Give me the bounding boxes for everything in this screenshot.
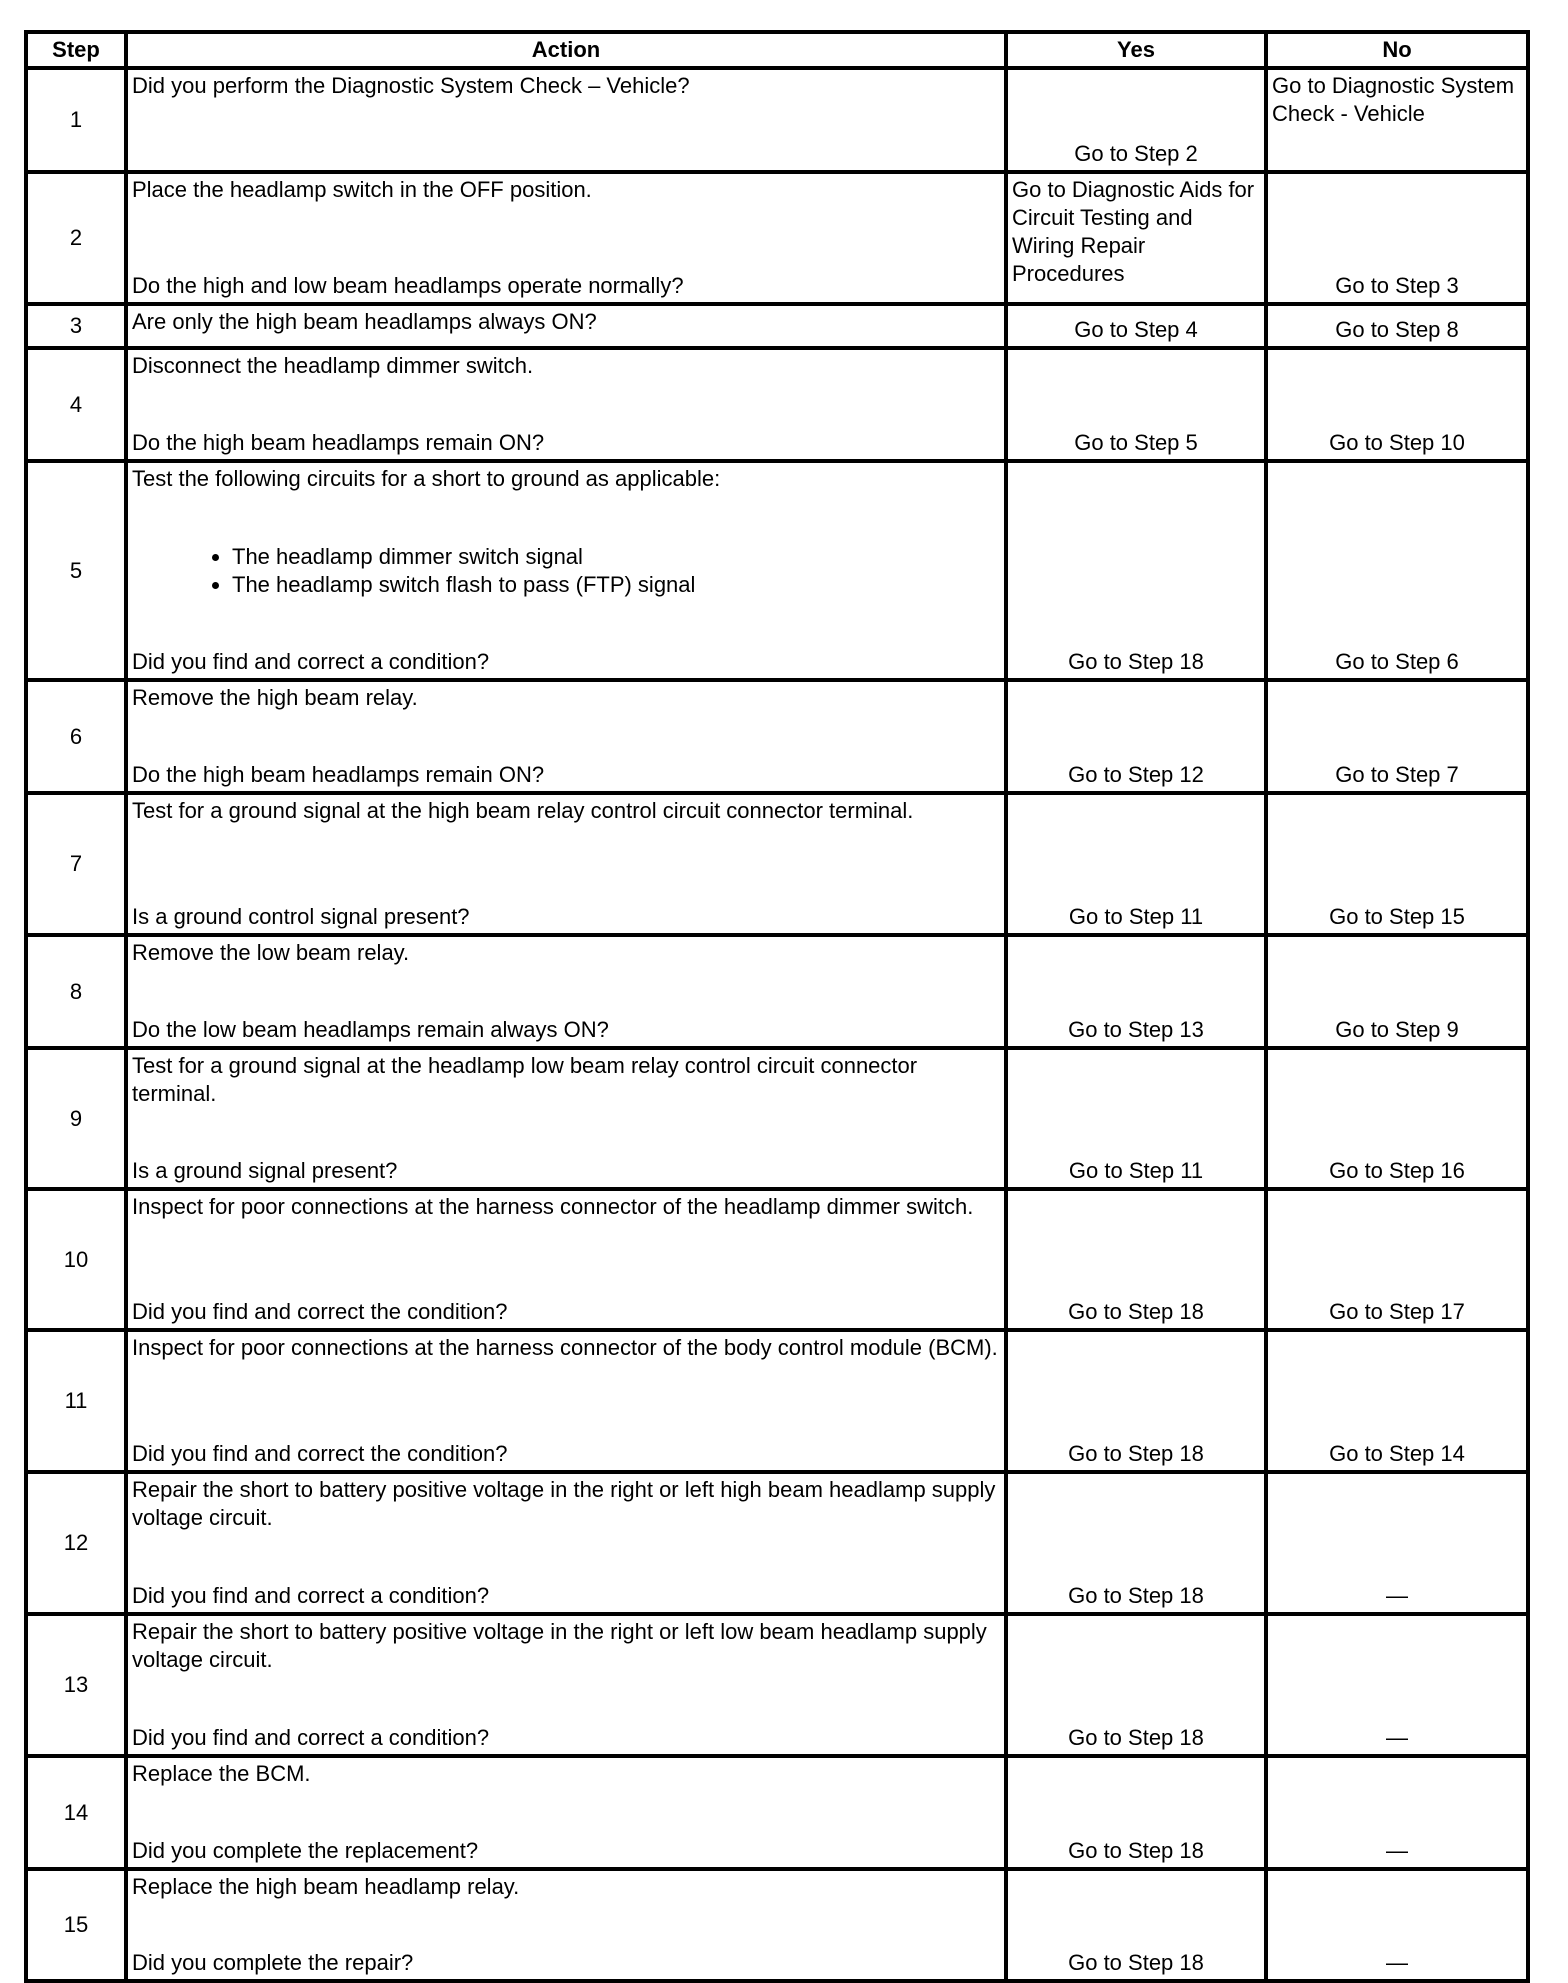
no-result: Go to Step 14	[1266, 1330, 1528, 1472]
action-instruction: Disconnect the headlamp dimmer switch.	[132, 353, 534, 378]
step-number: 13	[26, 1614, 126, 1756]
step-number: 12	[26, 1472, 126, 1614]
action-content	[132, 1193, 1000, 1326]
step-number: 11	[26, 1330, 126, 1472]
step-number: 10	[26, 1189, 126, 1330]
no-result: Go to Step 15	[1266, 793, 1528, 935]
action-cell	[126, 1472, 1006, 1614]
no-result: Go to Step 16	[1266, 1048, 1528, 1189]
step-number: 9	[26, 1048, 126, 1189]
action-instruction: Test for a ground signal at the headlamp low beam relay control circuit connector terminal.	[132, 1053, 918, 1106]
action-content	[132, 1052, 1000, 1185]
table-row	[26, 1869, 1528, 1981]
yes-result: Go to Step 4	[1006, 304, 1266, 348]
action-content	[132, 1334, 1000, 1468]
action-question: Did you complete the repair?	[132, 1950, 414, 1975]
action-instruction: Place the headlamp switch in the OFF position.	[132, 177, 592, 202]
action-instruction: Are only the high beam headlamps always ON?	[132, 309, 597, 334]
step-number: 2	[26, 172, 126, 304]
yes-result: Go to Step 18	[1006, 1189, 1266, 1330]
no-result: —	[1266, 1472, 1528, 1614]
step-number: 7	[26, 793, 126, 935]
step-number: 8	[26, 935, 126, 1048]
step-number: 5	[26, 461, 126, 680]
diagnostic-table	[24, 30, 1530, 1983]
action-content	[132, 176, 1000, 300]
table-row	[26, 1048, 1528, 1189]
no-result: Go to Diagnostic System Check - Vehicle	[1266, 68, 1528, 172]
action-instruction: Test the following circuits for a short to ground as applicable:	[132, 466, 721, 491]
table-row	[26, 348, 1528, 461]
action-question: Is a ground signal present?	[132, 1158, 398, 1183]
no-result: Go to Step 3	[1266, 172, 1528, 304]
action-instruction: Did you perform the Diagnostic System Check – Vehicle?	[132, 73, 690, 98]
action-cell	[126, 348, 1006, 461]
no-result: Go to Step 9	[1266, 935, 1528, 1048]
action-content	[132, 684, 1000, 789]
yes-result: Go to Step 18	[1006, 1869, 1266, 1981]
action-question: Do the high beam headlamps remain ON?	[132, 762, 545, 787]
table-row	[26, 680, 1528, 793]
action-cell	[126, 1614, 1006, 1756]
action-cell	[126, 461, 1006, 680]
bullet-list	[132, 543, 1000, 599]
action-cell	[126, 793, 1006, 935]
table-row	[26, 1330, 1528, 1472]
header-row	[26, 32, 1528, 68]
table-row	[26, 1189, 1528, 1330]
yes-result: Go to Step 18	[1006, 1472, 1266, 1614]
yes-result: Go to Step 13	[1006, 935, 1266, 1048]
header-step: Step	[26, 32, 126, 68]
action-question: Did you find and correct the condition?	[132, 1299, 508, 1324]
step-number: 4	[26, 348, 126, 461]
action-cell	[126, 304, 1006, 348]
no-result: —	[1266, 1869, 1528, 1981]
table-row	[26, 1756, 1528, 1869]
action-instruction: Replace the BCM.	[132, 1761, 311, 1786]
action-cell	[126, 172, 1006, 304]
step-number: 3	[26, 304, 126, 348]
action-question: Did you find and correct a condition?	[132, 1583, 490, 1608]
action-content	[132, 352, 1000, 457]
step-number: 6	[26, 680, 126, 793]
no-result: Go to Step 10	[1266, 348, 1528, 461]
action-question: Did you find and correct a condition?	[132, 1725, 490, 1750]
action-question: Did you find and correct a condition?	[132, 649, 490, 674]
action-content	[132, 1618, 1000, 1752]
action-content	[132, 308, 1000, 344]
step-number: 15	[26, 1869, 126, 1981]
action-question: Did you find and correct the condition?	[132, 1441, 508, 1466]
action-cell	[126, 680, 1006, 793]
table-row	[26, 935, 1528, 1048]
yes-result: Go to Step 5	[1006, 348, 1266, 461]
yes-result: Go to Step 12	[1006, 680, 1266, 793]
no-result: Go to Step 7	[1266, 680, 1528, 793]
action-question: Do the low beam headlamps remain always ON?	[132, 1017, 609, 1042]
action-instruction: Inspect for poor connections at the harness connector of the body control module (BCM).	[132, 1335, 998, 1360]
no-result: Go to Step 8	[1266, 304, 1528, 348]
action-instruction: Remove the low beam relay.	[132, 940, 410, 965]
action-question: Is a ground control signal present?	[132, 904, 470, 929]
action-content	[132, 797, 1000, 931]
action-content	[132, 1760, 1000, 1865]
action-cell	[126, 68, 1006, 172]
yes-result: Go to Step 11	[1006, 793, 1266, 935]
table-row	[26, 793, 1528, 935]
step-number: 14	[26, 1756, 126, 1869]
yes-result: Go to Step 18	[1006, 1756, 1266, 1869]
no-result: Go to Step 6	[1266, 461, 1528, 680]
action-content	[132, 465, 1000, 676]
table-row	[26, 461, 1528, 680]
action-cell	[126, 1189, 1006, 1330]
table-row	[26, 1472, 1528, 1614]
action-cell	[126, 935, 1006, 1048]
table-row	[26, 1614, 1528, 1756]
action-question: Do the high beam headlamps remain ON?	[132, 430, 545, 455]
action-instruction: Repair the short to battery positive voltage in the right or left high beam headlamp supply voltage circuit.	[132, 1477, 996, 1530]
action-content	[132, 1873, 1000, 1977]
yes-result: Go to Step 18	[1006, 461, 1266, 680]
action-cell	[126, 1756, 1006, 1869]
action-question: Did you complete the replacement?	[132, 1838, 479, 1863]
table-row	[26, 172, 1528, 304]
action-content	[132, 939, 1000, 1044]
no-result: —	[1266, 1614, 1528, 1756]
header-no: No	[1266, 32, 1528, 68]
action-cell	[126, 1330, 1006, 1472]
table-row	[26, 68, 1528, 172]
yes-result: Go to Step 18	[1006, 1614, 1266, 1756]
bullet-item: • The headlamp dimmer switch signal	[232, 543, 1000, 571]
header-yes: Yes	[1006, 32, 1266, 68]
yes-result: Go to Step 18	[1006, 1330, 1266, 1472]
action-content	[132, 72, 1000, 168]
yes-result: Go to Step 2	[1006, 68, 1266, 172]
header-action: Action	[126, 32, 1006, 68]
action-content	[132, 1476, 1000, 1610]
no-result: Go to Step 17	[1266, 1189, 1528, 1330]
action-instruction: Replace the high beam headlamp relay.	[132, 1874, 520, 1899]
action-instruction: Test for a ground signal at the high beam relay control circuit connector terminal.	[132, 798, 914, 823]
action-question: Do the high and low beam headlamps operate normally?	[132, 273, 684, 298]
action-cell	[126, 1048, 1006, 1189]
table-row	[26, 304, 1528, 348]
yes-result: Go to Diagnostic Aids for Circuit Testing and Wiring Repair Procedures	[1006, 172, 1266, 304]
step-number: 1	[26, 68, 126, 172]
action-instruction: Inspect for poor connections at the harness connector of the headlamp dimmer switch.	[132, 1194, 974, 1219]
bullet-item: • The headlamp switch flash to pass (FTP) signal	[232, 571, 1000, 599]
no-result: —	[1266, 1756, 1528, 1869]
action-instruction: Remove the high beam relay.	[132, 685, 418, 710]
action-instruction: Repair the short to battery positive voltage in the right or left low beam headlamp supply voltage circuit.	[132, 1619, 987, 1672]
action-cell	[126, 1869, 1006, 1981]
yes-result: Go to Step 11	[1006, 1048, 1266, 1189]
